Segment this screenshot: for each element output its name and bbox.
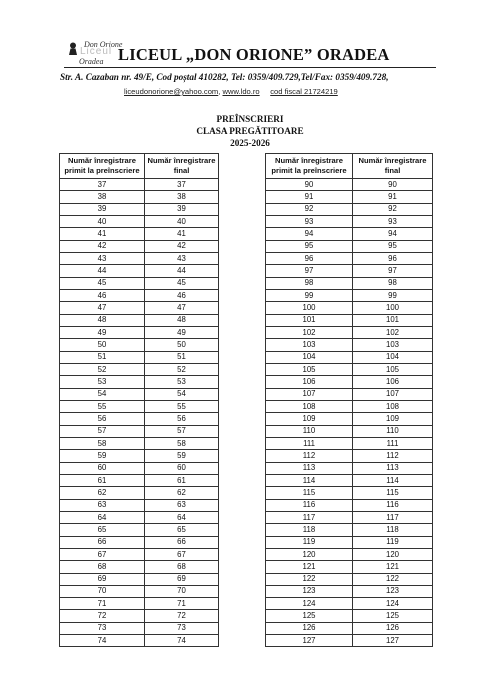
initial-number-cell: 95 (266, 240, 353, 252)
table-row (266, 289, 433, 301)
final-number-cell: 112 (353, 450, 433, 462)
final-number-cell: 40 (145, 215, 219, 227)
initial-number-cell: 105 (266, 363, 353, 375)
initial-number-cell: 91 (266, 191, 353, 203)
table-row (266, 252, 433, 264)
registration-table-right (265, 153, 433, 647)
final-number-cell: 97 (353, 265, 433, 277)
table-row (266, 548, 433, 560)
initial-number-cell: 118 (266, 524, 353, 536)
final-number-cell: 47 (145, 302, 219, 314)
final-number-cell: 95 (353, 240, 433, 252)
final-number-cell: 94 (353, 228, 433, 240)
initial-number-cell: 98 (266, 277, 353, 289)
table-row (60, 339, 219, 351)
initial-number-cell: 103 (266, 339, 353, 351)
initial-number-cell: 104 (266, 351, 353, 363)
table-row (60, 252, 219, 264)
final-number-cell: 69 (145, 573, 219, 585)
initial-number-cell: 99 (266, 289, 353, 301)
initial-number-cell: 41 (60, 228, 145, 240)
column-header-final: Număr înregistrare final (145, 154, 219, 179)
table-row (266, 598, 433, 610)
initial-number-cell: 50 (60, 339, 145, 351)
initial-number-cell: 90 (266, 179, 353, 191)
final-number-cell: 55 (145, 400, 219, 412)
column-header-final: Număr înregistrare final (353, 154, 433, 179)
initial-number-cell: 66 (60, 536, 145, 548)
initial-number-cell: 69 (60, 573, 145, 585)
final-number-cell: 117 (353, 511, 433, 523)
website-link[interactable]: www.ldo.ro (222, 87, 260, 96)
table-row (266, 363, 433, 375)
final-number-cell: 113 (353, 462, 433, 474)
table-row (266, 400, 433, 412)
table-row (60, 462, 219, 474)
final-number-cell: 43 (145, 252, 219, 264)
final-number-cell: 60 (145, 462, 219, 474)
initial-number-cell: 72 (60, 610, 145, 622)
table-row (60, 635, 219, 647)
final-number-cell: 114 (353, 474, 433, 486)
table-row (266, 585, 433, 597)
initial-number-cell: 55 (60, 400, 145, 412)
table-row (60, 314, 219, 326)
initial-number-cell: 52 (60, 363, 145, 375)
final-number-cell: 90 (353, 179, 433, 191)
final-number-cell: 46 (145, 289, 219, 301)
table-row (60, 400, 219, 412)
final-number-cell: 44 (145, 265, 219, 277)
initial-number-cell: 48 (60, 314, 145, 326)
column-header-initial: Număr înregistrare primit la preînscriere (60, 154, 145, 179)
initial-number-cell: 60 (60, 462, 145, 474)
initial-number-cell: 38 (60, 191, 145, 203)
final-number-cell: 111 (353, 437, 433, 449)
final-number-cell: 104 (353, 351, 433, 363)
table-row (266, 437, 433, 449)
table-row (266, 339, 433, 351)
initial-number-cell: 117 (266, 511, 353, 523)
initial-number-cell: 101 (266, 314, 353, 326)
table-row (60, 425, 219, 437)
final-number-cell: 58 (145, 437, 219, 449)
table-row (60, 277, 219, 289)
initial-number-cell: 113 (266, 462, 353, 474)
final-number-cell: 73 (145, 622, 219, 634)
final-number-cell: 37 (145, 179, 219, 191)
table-row (266, 561, 433, 573)
final-number-cell: 116 (353, 499, 433, 511)
final-number-cell: 100 (353, 302, 433, 314)
final-number-cell: 70 (145, 585, 219, 597)
final-number-cell: 39 (145, 203, 219, 215)
initial-number-cell: 112 (266, 450, 353, 462)
table-row (60, 474, 219, 486)
initial-number-cell: 46 (60, 289, 145, 301)
initial-number-cell: 96 (266, 252, 353, 264)
initial-number-cell: 56 (60, 413, 145, 425)
table-row (60, 203, 219, 215)
final-number-cell: 56 (145, 413, 219, 425)
final-number-cell: 65 (145, 524, 219, 536)
contact-line: liceudonorione@yahoo.com, www.ldo.ro cod fiscal 21724219 (124, 87, 338, 96)
initial-number-cell: 94 (266, 228, 353, 240)
table-row (266, 326, 433, 338)
school-logo-icon (68, 42, 78, 55)
final-number-cell: 101 (353, 314, 433, 326)
initial-number-cell: 57 (60, 425, 145, 437)
initial-number-cell: 116 (266, 499, 353, 511)
table-row (60, 536, 219, 548)
initial-number-cell: 61 (60, 474, 145, 486)
doc-title: PREÎNSCRIERI (216, 114, 284, 124)
table-row (60, 228, 219, 240)
initial-number-cell: 73 (60, 622, 145, 634)
doc-subtitle: CLASA PREGĂTITOARE (196, 126, 304, 136)
initial-number-cell: 71 (60, 598, 145, 610)
table-row (266, 413, 433, 425)
table-row (266, 179, 433, 191)
initial-number-cell: 126 (266, 622, 353, 634)
final-number-cell: 119 (353, 536, 433, 548)
final-number-cell: 57 (145, 425, 219, 437)
initial-number-cell: 111 (266, 437, 353, 449)
table-row (60, 561, 219, 573)
table-row (266, 462, 433, 474)
logo-text-bottom: Oradea (79, 57, 104, 66)
initial-number-cell: 65 (60, 524, 145, 536)
final-number-cell: 68 (145, 561, 219, 573)
table-row (266, 351, 433, 363)
final-number-cell: 67 (145, 548, 219, 560)
initial-number-cell: 92 (266, 203, 353, 215)
initial-number-cell: 40 (60, 215, 145, 227)
final-number-cell: 63 (145, 499, 219, 511)
table-row (266, 499, 433, 511)
table-row (60, 450, 219, 462)
initial-number-cell: 74 (60, 635, 145, 647)
initial-number-cell: 59 (60, 450, 145, 462)
school-address: Str. A. Cazaban nr. 49/E, Cod poștal 410282, Tel: 0359/409.729,Tel/Fax: 0359/409.728, (60, 72, 389, 82)
table-row (60, 622, 219, 634)
table-row (266, 376, 433, 388)
initial-number-cell: 127 (266, 635, 353, 647)
final-number-cell: 93 (353, 215, 433, 227)
final-number-cell: 126 (353, 622, 433, 634)
table-row (60, 376, 219, 388)
initial-number-cell: 39 (60, 203, 145, 215)
table-row (266, 511, 433, 523)
table-row (60, 302, 219, 314)
table-row (60, 487, 219, 499)
final-number-cell: 38 (145, 191, 219, 203)
final-number-cell: 59 (145, 450, 219, 462)
final-number-cell: 48 (145, 314, 219, 326)
table-row (60, 511, 219, 523)
table-row (60, 191, 219, 203)
header-divider (64, 67, 436, 68)
table-row (266, 487, 433, 499)
final-number-cell: 107 (353, 388, 433, 400)
final-number-cell: 61 (145, 474, 219, 486)
final-number-cell: 49 (145, 326, 219, 338)
final-number-cell: 91 (353, 191, 433, 203)
table-row (60, 548, 219, 560)
initial-number-cell: 54 (60, 388, 145, 400)
table-row (60, 598, 219, 610)
table-row (266, 635, 433, 647)
final-number-cell: 127 (353, 635, 433, 647)
initial-number-cell: 107 (266, 388, 353, 400)
table-row (60, 351, 219, 363)
table-row (60, 524, 219, 536)
table-row (266, 314, 433, 326)
initial-number-cell: 114 (266, 474, 353, 486)
table-row (266, 277, 433, 289)
initial-number-cell: 64 (60, 511, 145, 523)
table-row (266, 191, 433, 203)
table-row (60, 610, 219, 622)
initial-number-cell: 122 (266, 573, 353, 585)
final-number-cell: 99 (353, 289, 433, 301)
initial-number-cell: 109 (266, 413, 353, 425)
table-row (266, 388, 433, 400)
table-row (60, 265, 219, 277)
final-number-cell: 122 (353, 573, 433, 585)
initial-number-cell: 125 (266, 610, 353, 622)
initial-number-cell: 58 (60, 437, 145, 449)
initial-number-cell: 97 (266, 265, 353, 277)
initial-number-cell: 106 (266, 376, 353, 388)
table-row (266, 302, 433, 314)
doc-year: 2025-2026 (230, 138, 270, 148)
final-number-cell: 71 (145, 598, 219, 610)
final-number-cell: 74 (145, 635, 219, 647)
table-row (60, 289, 219, 301)
table-row (266, 622, 433, 634)
initial-number-cell: 37 (60, 179, 145, 191)
final-number-cell: 118 (353, 524, 433, 536)
logo-text-mid: Liceul (80, 46, 113, 57)
final-number-cell: 120 (353, 548, 433, 560)
final-number-cell: 108 (353, 400, 433, 412)
table-row (60, 573, 219, 585)
final-number-cell: 110 (353, 425, 433, 437)
final-number-cell: 125 (353, 610, 433, 622)
initial-number-cell: 93 (266, 215, 353, 227)
initial-number-cell: 47 (60, 302, 145, 314)
table-row (60, 413, 219, 425)
table-row (60, 585, 219, 597)
final-number-cell: 115 (353, 487, 433, 499)
table-row (266, 265, 433, 277)
final-number-cell: 52 (145, 363, 219, 375)
final-number-cell: 96 (353, 252, 433, 264)
initial-number-cell: 67 (60, 548, 145, 560)
final-number-cell: 124 (353, 598, 433, 610)
final-number-cell: 109 (353, 413, 433, 425)
final-number-cell: 106 (353, 376, 433, 388)
initial-number-cell: 121 (266, 561, 353, 573)
initial-number-cell: 70 (60, 585, 145, 597)
table-row (60, 388, 219, 400)
school-name: LICEUL „DON ORIONE” ORADEA (118, 45, 390, 64)
final-number-cell: 50 (145, 339, 219, 351)
table-row (266, 450, 433, 462)
final-number-cell: 123 (353, 585, 433, 597)
initial-number-cell: 100 (266, 302, 353, 314)
final-number-cell: 105 (353, 363, 433, 375)
initial-number-cell: 45 (60, 277, 145, 289)
table-row (266, 610, 433, 622)
table-row (60, 499, 219, 511)
final-number-cell: 45 (145, 277, 219, 289)
table-row (266, 474, 433, 486)
initial-number-cell: 62 (60, 487, 145, 499)
initial-number-cell: 42 (60, 240, 145, 252)
final-number-cell: 42 (145, 240, 219, 252)
initial-number-cell: 102 (266, 326, 353, 338)
final-number-cell: 54 (145, 388, 219, 400)
initial-number-cell: 120 (266, 548, 353, 560)
final-number-cell: 92 (353, 203, 433, 215)
table-row (60, 437, 219, 449)
initial-number-cell: 68 (60, 561, 145, 573)
initial-number-cell: 43 (60, 252, 145, 264)
table-row (266, 228, 433, 240)
email-link[interactable]: liceudonorione@yahoo.com (124, 87, 219, 96)
table-row (60, 240, 219, 252)
table-row (266, 524, 433, 536)
table-row (266, 203, 433, 215)
initial-number-cell: 119 (266, 536, 353, 548)
final-number-cell: 62 (145, 487, 219, 499)
final-number-cell: 53 (145, 376, 219, 388)
table-row (266, 240, 433, 252)
initial-number-cell: 108 (266, 400, 353, 412)
table-row (60, 326, 219, 338)
final-number-cell: 98 (353, 277, 433, 289)
final-number-cell: 64 (145, 511, 219, 523)
initial-number-cell: 124 (266, 598, 353, 610)
column-header-initial: Număr înregistrare primit la preînscriere (266, 154, 353, 179)
table-row (266, 536, 433, 548)
final-number-cell: 72 (145, 610, 219, 622)
table-row (60, 363, 219, 375)
table-row (266, 573, 433, 585)
registration-table-left (59, 153, 219, 647)
initial-number-cell: 44 (60, 265, 145, 277)
table-row (266, 425, 433, 437)
initial-number-cell: 63 (60, 499, 145, 511)
final-number-cell: 66 (145, 536, 219, 548)
table-row (60, 179, 219, 191)
initial-number-cell: 49 (60, 326, 145, 338)
final-number-cell: 121 (353, 561, 433, 573)
initial-number-cell: 115 (266, 487, 353, 499)
table-row (60, 215, 219, 227)
fiscal-code: cod fiscal 21724219 (270, 87, 338, 96)
table-row (266, 215, 433, 227)
initial-number-cell: 110 (266, 425, 353, 437)
initial-number-cell: 123 (266, 585, 353, 597)
logo-text-top: Don Orione (84, 40, 123, 49)
initial-number-cell: 53 (60, 376, 145, 388)
final-number-cell: 103 (353, 339, 433, 351)
final-number-cell: 102 (353, 326, 433, 338)
final-number-cell: 41 (145, 228, 219, 240)
final-number-cell: 51 (145, 351, 219, 363)
initial-number-cell: 51 (60, 351, 145, 363)
